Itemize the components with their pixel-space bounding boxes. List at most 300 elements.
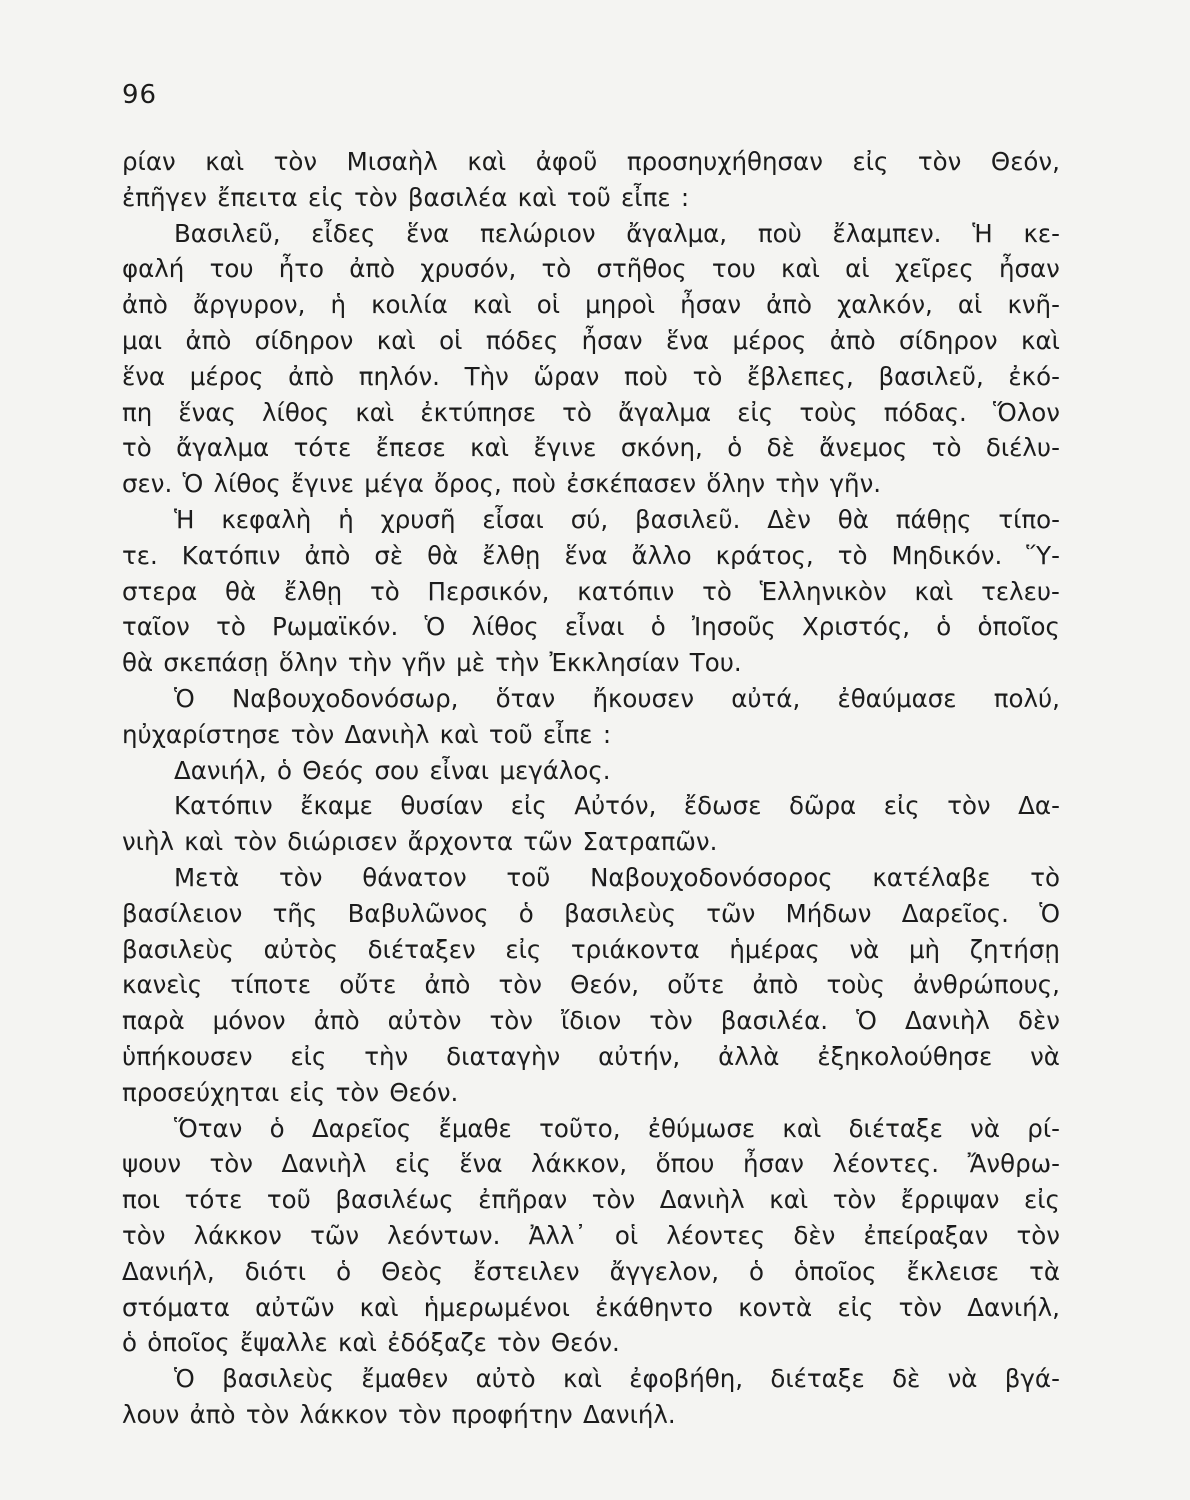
word: ἀφοῦ xyxy=(535,147,598,176)
word: τῶν xyxy=(523,827,573,857)
word: τοῦ xyxy=(488,719,533,749)
word: ἀπὸ xyxy=(752,970,799,1000)
word: εἶδες xyxy=(311,218,376,248)
text-line xyxy=(122,216,1060,252)
text-line xyxy=(122,1146,1060,1182)
word: Χριστός, xyxy=(802,612,911,642)
word: ὁ xyxy=(727,433,743,463)
word: τὸ xyxy=(562,397,592,427)
word: τὸν xyxy=(290,719,335,749)
word: τὸν xyxy=(498,970,542,1000)
text-line xyxy=(122,287,1060,323)
word: ἐφοβήθη, xyxy=(629,1364,744,1394)
word: Ἰησοῦς xyxy=(691,612,776,642)
word: ὁ xyxy=(749,1256,765,1286)
word: ἄνεμος xyxy=(819,433,908,463)
word: τὸν xyxy=(122,1220,166,1250)
word: πη xyxy=(122,397,153,427)
word: βγά- xyxy=(1004,1364,1060,1394)
word: Δανιήλ, xyxy=(174,755,267,785)
word: Αὐτόν, xyxy=(574,791,657,821)
text-line xyxy=(122,502,1060,538)
word: κεφαλὴ xyxy=(221,504,312,534)
word: ἦτο xyxy=(278,254,325,284)
word: λίθος xyxy=(471,612,539,642)
word: Δα- xyxy=(1018,791,1060,821)
word: ὅλην xyxy=(278,648,338,678)
word: νὰ xyxy=(970,1113,1001,1143)
word: ὅταν xyxy=(495,683,556,713)
word: τὸν xyxy=(209,1149,253,1179)
word: σύ, xyxy=(570,504,609,534)
word: εἶναι xyxy=(564,612,625,642)
word: αὐτὸ xyxy=(475,1364,536,1394)
word: ὁ xyxy=(276,755,292,785)
word: καὶ xyxy=(467,147,507,176)
word: τὸν xyxy=(649,1006,693,1036)
word: βασιλεῦ, xyxy=(878,361,984,391)
word: νὰ xyxy=(849,934,880,964)
word: γῆν. xyxy=(829,469,882,499)
word: ποι xyxy=(122,1185,161,1215)
word: Ρωμαϊκόν. xyxy=(272,612,399,642)
word: λέοντες. xyxy=(832,1149,940,1179)
word: σου xyxy=(374,755,420,785)
word: Δανιὴλ xyxy=(281,1149,367,1179)
word: : xyxy=(680,182,690,212)
word: μέγα xyxy=(364,469,424,499)
word: ἕνας xyxy=(178,397,236,427)
word: ἐπῆγεν xyxy=(122,182,207,212)
word: καὶ xyxy=(914,576,954,606)
word: πόδας. xyxy=(883,397,967,427)
text-line xyxy=(122,430,1060,466)
word: διότι xyxy=(244,1256,307,1286)
word: ἕνα xyxy=(122,361,166,391)
word: σκόνη, xyxy=(620,433,703,463)
word: Βαβυλῶνος xyxy=(347,898,489,928)
word: καὶ xyxy=(439,719,479,749)
page-number: 96 xyxy=(122,80,158,110)
word: μὴ xyxy=(908,934,941,964)
word: Δαρεῖος xyxy=(311,1113,412,1143)
word: εἰς xyxy=(837,1292,874,1322)
word: μόνον xyxy=(212,1006,286,1036)
text-line xyxy=(122,538,1060,574)
word: εἰς xyxy=(394,1149,431,1179)
word: εἰς xyxy=(1023,1185,1060,1215)
word: τὴν xyxy=(775,469,820,499)
word: μὲ xyxy=(456,648,485,678)
word: ἄγαλμα, xyxy=(626,218,728,248)
word: ἀπὸ xyxy=(288,361,335,391)
word: ἀπὸ xyxy=(304,540,351,570)
word: Κατόπιν xyxy=(181,540,281,570)
word: ἡ xyxy=(330,290,346,320)
word: Δὲν xyxy=(767,504,811,534)
text-line xyxy=(122,251,1060,287)
word: ἕνα xyxy=(564,540,608,570)
word: κατόπιν xyxy=(577,576,675,606)
word: ἕνα xyxy=(459,1149,503,1179)
word: καὶ xyxy=(355,397,395,427)
word: καὶ xyxy=(562,1364,602,1394)
word: οὔτε xyxy=(339,970,397,1000)
word: Ἡ xyxy=(174,504,195,534)
word: δὲν xyxy=(793,1220,836,1250)
word: καὶ xyxy=(184,827,224,857)
word: θυσίαν xyxy=(400,791,484,821)
word: εἰς xyxy=(852,147,889,176)
word: σίδηρον xyxy=(899,325,998,355)
word: λίθος xyxy=(213,469,281,499)
word: Ναβουχοδονόσορος xyxy=(590,862,833,892)
word: ἔγινε xyxy=(291,469,354,499)
word: τὸ xyxy=(702,576,732,606)
word: κνῆ- xyxy=(1007,290,1060,320)
word: εἶπε xyxy=(543,719,593,749)
word: καὶ xyxy=(782,1113,822,1143)
word: Θεόν. xyxy=(389,1077,459,1107)
text-line xyxy=(122,1075,1060,1111)
word: Δανιήλ, xyxy=(967,1292,1060,1322)
word: προσεύχηται xyxy=(122,1077,280,1107)
word: χρυσῆ xyxy=(380,504,456,534)
word: ποὺ xyxy=(757,218,802,248)
word: ὁποῖος xyxy=(977,612,1060,642)
word: θὰ xyxy=(225,576,257,606)
word: κράτος, xyxy=(715,540,814,570)
word: καὶ xyxy=(1021,325,1060,355)
word: ἔγινε xyxy=(533,433,597,463)
word: Περσικόν, xyxy=(427,576,550,606)
word: ποὺ xyxy=(624,361,668,391)
word: ἀπὸ xyxy=(829,325,876,355)
word: εἰς xyxy=(290,1041,327,1071)
word: ἔμαθεν xyxy=(361,1364,449,1394)
word: δῶρα xyxy=(788,791,857,821)
word: τότε xyxy=(293,433,352,463)
word: ἔμαθε xyxy=(438,1113,512,1143)
word: ὅλην xyxy=(706,469,766,499)
word: τοὺς xyxy=(826,970,885,1000)
word: τὸν xyxy=(591,1185,636,1215)
word: τὴν xyxy=(347,648,392,678)
word: ἦσαν xyxy=(680,290,742,320)
text-line xyxy=(122,1361,1060,1397)
word: τότε xyxy=(184,1185,243,1215)
word: Θεόν, xyxy=(570,970,640,1000)
word: ἔστειλεν xyxy=(473,1256,580,1286)
text-line xyxy=(122,681,1060,717)
word: του xyxy=(209,254,254,284)
word: ὅπου xyxy=(655,1149,715,1179)
word: ἐπείραξαν xyxy=(863,1220,989,1250)
word: Βασιλεῦ, xyxy=(174,218,281,248)
word: ἐθαύμασε xyxy=(837,683,957,713)
word: πελώριον xyxy=(479,218,596,248)
word: τὸν xyxy=(354,182,398,212)
text-line xyxy=(122,932,1060,968)
word: κοιλία xyxy=(371,290,448,320)
word: ἀλλὰ xyxy=(718,1041,780,1071)
word: ἕνα xyxy=(406,218,450,248)
word: καὶ xyxy=(517,182,557,212)
word: ἔλθῃ xyxy=(482,540,541,570)
word: ἔπειτα xyxy=(217,182,298,212)
word: εἰς xyxy=(510,791,547,821)
word: παρὰ xyxy=(122,1006,185,1036)
word: τὸν xyxy=(335,1077,380,1107)
text-line xyxy=(122,1397,1060,1433)
word: βασιλεὺς xyxy=(122,934,234,964)
word: τὸν xyxy=(233,827,277,857)
word: τὸ xyxy=(541,254,572,284)
word: λουν xyxy=(122,1399,180,1429)
word: Μηδικόν. xyxy=(891,540,1003,570)
word: γῆν xyxy=(402,648,446,678)
word: ἄρχοντα xyxy=(407,827,514,857)
word: : xyxy=(602,719,612,749)
word: ἔλαμπεν. xyxy=(832,218,942,248)
word: τὸ xyxy=(931,433,962,463)
word: διέλυ- xyxy=(985,433,1060,463)
word: αὐτῶν xyxy=(255,1292,335,1322)
word: ἀπὸ xyxy=(313,1006,360,1036)
text-line xyxy=(122,1182,1060,1218)
text-line xyxy=(122,323,1060,359)
word: λίθος xyxy=(262,397,330,427)
word: εἰς xyxy=(505,934,542,964)
word: κατέλαβε xyxy=(872,862,991,892)
text-line xyxy=(122,896,1060,932)
word: καὶ xyxy=(472,290,512,320)
word: ψουν xyxy=(122,1149,182,1179)
word: αὐτὸν xyxy=(387,1006,462,1036)
word: λέοντες xyxy=(666,1220,766,1250)
text-line xyxy=(122,574,1060,610)
word: Σατραπῶν. xyxy=(582,827,718,857)
word: πόδες xyxy=(485,325,559,355)
word: Δανιὴλ xyxy=(904,1006,990,1036)
word: διώρισεν xyxy=(287,827,398,857)
word: εἰς xyxy=(883,791,920,821)
word: δὲ xyxy=(766,433,795,463)
text-line xyxy=(122,1325,1060,1361)
word: τὸ xyxy=(369,576,400,606)
word: φαλή xyxy=(122,254,185,284)
word: ρίαν xyxy=(122,147,176,176)
word: ἀπὸ xyxy=(424,970,471,1000)
word: Ὁ xyxy=(174,1364,195,1394)
word: Θεὸς xyxy=(381,1256,444,1286)
text-line xyxy=(122,1290,1060,1326)
word: Ὅλον xyxy=(992,397,1060,427)
word: ἔκλεισε xyxy=(906,1256,1000,1286)
word: διέταξε xyxy=(848,1113,943,1143)
word: λάκκον xyxy=(299,1399,388,1429)
word: ἄγγελον, xyxy=(609,1256,719,1286)
word: κε- xyxy=(1023,218,1060,248)
word: αἱ xyxy=(845,254,870,284)
word: τὸν xyxy=(279,862,323,892)
word: ὁ xyxy=(269,1113,285,1143)
word: ὁποῖος xyxy=(794,1256,877,1286)
text-line xyxy=(122,1218,1060,1254)
word: δὲν xyxy=(1017,1006,1060,1036)
word: μέρος xyxy=(732,325,807,355)
word: νὰ xyxy=(947,1364,978,1394)
word: ἀπὸ xyxy=(122,290,168,320)
word: Κατόπιν xyxy=(174,791,273,821)
word: ἕνα xyxy=(665,325,710,355)
word: εἰς xyxy=(307,182,344,212)
word: Ὁ xyxy=(856,1006,877,1036)
word: τίπο- xyxy=(998,504,1060,534)
word: ρί- xyxy=(1027,1113,1060,1143)
word: καὶ xyxy=(338,1328,377,1358)
word: τὴν xyxy=(495,648,540,678)
word: Θεόν. xyxy=(550,1328,620,1358)
word: χαλκόν, xyxy=(837,290,933,320)
word: ἀπὸ xyxy=(189,1399,236,1429)
word: Ὁ xyxy=(1039,898,1060,928)
word: ηὐχαρίστησε xyxy=(122,719,281,749)
word: ἦσαν xyxy=(581,325,643,355)
word: εἶσαι xyxy=(482,504,544,534)
word: προφήτην xyxy=(451,1399,573,1429)
word: τὸν xyxy=(489,1006,533,1036)
word: ἄγαλμα xyxy=(176,433,270,463)
word: τὸν xyxy=(947,791,991,821)
word: χρυσόν, xyxy=(420,254,517,284)
word: βασιλέα xyxy=(407,182,508,212)
word: βασιλέα. xyxy=(720,1006,829,1036)
word: διαταγὴν xyxy=(446,1041,561,1071)
word: καὶ xyxy=(359,1292,399,1322)
word: τὸν xyxy=(497,1328,541,1358)
word: ἤκουσεν xyxy=(592,683,695,713)
text-line xyxy=(122,1111,1060,1147)
word: σεν. xyxy=(122,469,173,499)
word: θὰ xyxy=(837,504,869,534)
text-line xyxy=(122,466,1060,502)
word: βασιλέως xyxy=(335,1185,454,1215)
word: καὶ xyxy=(376,325,416,355)
word: Μετὰ xyxy=(174,862,240,892)
word: Ὁ xyxy=(424,612,446,642)
word: Ἑλληνικὸν xyxy=(759,576,887,606)
word: ὥραν xyxy=(533,361,600,391)
word: διέταξε xyxy=(770,1364,865,1394)
word: θὰ xyxy=(427,540,459,570)
word: σὲ xyxy=(374,540,404,570)
word: εἰς xyxy=(737,397,774,427)
word: σίδηρον xyxy=(254,325,354,355)
text-line xyxy=(122,1254,1060,1290)
word: θάνατον xyxy=(362,862,467,892)
word: μηροὶ xyxy=(585,290,656,320)
word: τῶν xyxy=(310,1220,360,1250)
word: ἐξηκολούθησε xyxy=(817,1041,993,1071)
text-line xyxy=(122,144,1060,180)
word: Δανιὴλ xyxy=(344,719,430,749)
word: ἔδωσε xyxy=(683,791,762,821)
word: μαι xyxy=(122,325,163,355)
word: Δαρεῖος. xyxy=(901,898,1009,928)
word: ἀνθρώπους, xyxy=(912,970,1060,1000)
text-line xyxy=(122,824,1060,860)
word: ὁποῖος xyxy=(147,1328,230,1358)
word: ἔβλεπες, xyxy=(747,361,854,391)
word: ἄλλο xyxy=(631,540,692,570)
word: ἐκάθηντο xyxy=(595,1292,713,1322)
word: τοῦ xyxy=(566,182,611,212)
word: προσηυχήθησαν xyxy=(626,147,823,176)
word: τῆς xyxy=(272,898,318,928)
word: ἀπὸ xyxy=(766,290,813,320)
word: χεῖρες xyxy=(894,254,974,284)
word: αὐτά, xyxy=(731,683,801,713)
word: αὐτήν, xyxy=(598,1041,681,1071)
word: ἦσαν xyxy=(743,1149,804,1179)
word: Ὁ xyxy=(182,469,204,499)
word: μέρος xyxy=(189,361,264,391)
word: ἐπῆραν xyxy=(478,1185,568,1215)
word: ἡμέρας xyxy=(729,934,820,964)
word: εἰς xyxy=(289,1077,326,1107)
text-line xyxy=(122,1039,1060,1075)
word: ἐδόξαζε xyxy=(387,1328,487,1358)
word: τοὺς xyxy=(799,397,858,427)
word: Του. xyxy=(689,648,742,678)
word: Δανιήλ, xyxy=(122,1256,215,1286)
text-line xyxy=(122,609,1060,645)
text-line xyxy=(122,753,1060,789)
word: τὸ xyxy=(837,540,868,570)
text-line xyxy=(122,395,1060,431)
text-line xyxy=(122,967,1060,1003)
word: ὄρος, xyxy=(434,469,502,499)
text-line xyxy=(122,860,1060,896)
word: ὑπήκουσεν xyxy=(122,1041,253,1071)
word: τὸ xyxy=(216,612,246,642)
word: ἄργυρον, xyxy=(192,290,306,320)
word: ταῖον xyxy=(122,612,190,642)
text-line xyxy=(122,180,1060,216)
word: Ἡ xyxy=(972,218,993,248)
word: καὶ xyxy=(205,147,245,176)
word: ἐκό- xyxy=(1008,361,1060,391)
word: Ἀλλ᾽ xyxy=(528,1220,587,1250)
word: τὸν xyxy=(917,147,962,176)
word: διέταξεν xyxy=(367,934,476,964)
word: ἐθύμωσε xyxy=(647,1113,756,1143)
word: Ἐκκλησίαν xyxy=(549,648,680,678)
word: οἱ xyxy=(614,1220,639,1250)
word: ἦσαν xyxy=(998,254,1060,284)
text-line xyxy=(122,645,1060,681)
word: ἔκαμε xyxy=(300,791,373,821)
word: σκεπάσῃ xyxy=(163,648,269,678)
text-line xyxy=(122,788,1060,824)
word: βασιλεῦ. xyxy=(635,504,741,534)
word: καὶ xyxy=(769,1185,809,1215)
word: τριάκοντα xyxy=(570,934,700,964)
word: τῶν xyxy=(706,898,756,928)
word: δὲ xyxy=(892,1364,921,1394)
word: καὶ xyxy=(470,433,510,463)
